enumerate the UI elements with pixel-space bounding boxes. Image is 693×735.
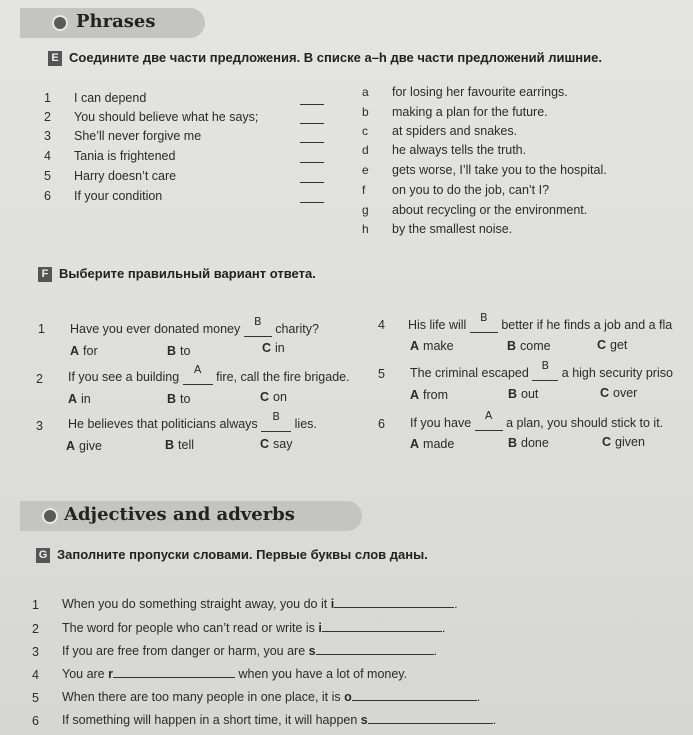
item-number: 2 bbox=[36, 372, 43, 386]
handwritten-answer: B bbox=[480, 311, 488, 324]
fill-blank[interactable] bbox=[368, 723, 493, 724]
answer-blank[interactable] bbox=[532, 359, 558, 381]
answer-blank[interactable] bbox=[300, 162, 324, 163]
question-text: If you have A a plan, you should stick to it. bbox=[410, 409, 664, 430]
answer-blank[interactable] bbox=[300, 182, 324, 183]
item-number: 4 bbox=[378, 318, 385, 332]
item-number: 1 bbox=[32, 598, 39, 612]
task-f-instruction bbox=[38, 266, 316, 282]
handwritten-answer: B bbox=[272, 410, 280, 423]
instruction-text: Соедините две части предложения. В списке a–h две части предложений лишние. bbox=[69, 50, 602, 65]
fill-blank[interactable] bbox=[334, 607, 454, 608]
option-letter: e bbox=[362, 163, 369, 177]
item-number: 2 bbox=[32, 622, 39, 636]
item-number: 3 bbox=[44, 129, 51, 143]
option-c[interactable]: C on bbox=[260, 390, 287, 404]
question-text: He believes that politicians always B lies. bbox=[68, 410, 317, 431]
option-a[interactable]: A for bbox=[70, 344, 98, 358]
item-number: 6 bbox=[44, 189, 51, 203]
option-letter: h bbox=[362, 222, 369, 236]
question-text: If you see a building A fire, call the fire brigade. bbox=[68, 363, 350, 384]
option-b[interactable]: B done bbox=[508, 436, 549, 450]
option-a[interactable]: A make bbox=[410, 339, 454, 353]
option-c[interactable]: C given bbox=[602, 435, 645, 449]
option-c[interactable]: C get bbox=[597, 338, 628, 352]
option-b[interactable]: B to bbox=[167, 392, 191, 406]
option-letter: c bbox=[362, 124, 368, 138]
fill-sentence: The word for people who can’t read or write is i . bbox=[62, 621, 446, 635]
question-text: The criminal escaped B a high security priso bbox=[410, 359, 673, 380]
option-letter: f bbox=[362, 183, 366, 197]
option-a[interactable]: A give bbox=[66, 439, 102, 453]
item-text: She’ll never forgive me bbox=[74, 129, 202, 143]
fill-blank[interactable] bbox=[352, 700, 477, 701]
answer-blank[interactable] bbox=[475, 409, 503, 431]
option-text: at spiders and snakes. bbox=[392, 124, 518, 138]
section-header-phrases bbox=[20, 8, 205, 38]
answer-blank[interactable] bbox=[300, 104, 324, 105]
option-letter: g bbox=[362, 203, 369, 217]
option-b[interactable]: B out bbox=[508, 387, 539, 401]
fill-blank[interactable] bbox=[322, 631, 442, 632]
option-letter: b bbox=[362, 105, 369, 119]
option-b[interactable]: B to bbox=[167, 344, 191, 358]
option-c[interactable]: C say bbox=[260, 437, 293, 451]
task-letter: G bbox=[36, 548, 50, 563]
answer-blank[interactable] bbox=[244, 315, 272, 337]
instruction-text: Выберите правильный вариант ответа. bbox=[59, 266, 316, 281]
fill-sentence: When you do something straight away, you do it i . bbox=[62, 597, 458, 611]
answer-blank[interactable] bbox=[300, 142, 324, 143]
section-header-adjectives bbox=[20, 501, 362, 531]
item-number: 5 bbox=[32, 691, 39, 705]
handwritten-answer: B bbox=[541, 359, 550, 372]
item-number: 4 bbox=[32, 668, 39, 682]
option-a[interactable]: A made bbox=[410, 437, 455, 451]
handwritten-answer: B bbox=[253, 315, 262, 328]
item-text: I can depend bbox=[74, 91, 147, 105]
bullet-icon bbox=[42, 508, 58, 524]
option-a[interactable]: A in bbox=[68, 392, 91, 406]
fill-sentence: If something will happen in a short time, it will happen s . bbox=[62, 713, 497, 727]
item-number: 1 bbox=[38, 322, 45, 336]
answer-blank[interactable] bbox=[470, 311, 498, 333]
option-text: on you to do the job, can’t I? bbox=[392, 183, 550, 197]
handwritten-answer: A bbox=[484, 409, 493, 422]
item-number: 2 bbox=[44, 110, 51, 124]
handwritten-answer: A bbox=[193, 363, 202, 376]
bullet-icon bbox=[52, 15, 68, 31]
fill-sentence: If you are free from danger or harm, you are s . bbox=[62, 644, 438, 658]
option-b[interactable]: B tell bbox=[165, 438, 195, 452]
item-text: You should believe what he says; bbox=[74, 110, 259, 124]
option-b[interactable]: B come bbox=[507, 339, 551, 353]
option-c[interactable]: C in bbox=[262, 341, 285, 355]
task-letter: E bbox=[48, 51, 62, 66]
item-number: 4 bbox=[44, 149, 51, 163]
answer-blank[interactable] bbox=[300, 202, 324, 203]
option-text: about recycling or the environment. bbox=[392, 203, 588, 217]
item-number: 5 bbox=[44, 169, 51, 183]
option-text: gets worse, I’ll take you to the hospital. bbox=[392, 163, 607, 177]
task-letter: F bbox=[38, 267, 52, 282]
item-number: 6 bbox=[378, 417, 385, 431]
item-text: If your condition bbox=[74, 189, 163, 203]
option-letter: a bbox=[362, 85, 369, 99]
fill-blank[interactable] bbox=[316, 654, 434, 655]
item-text: Harry doesn’t care bbox=[74, 169, 177, 183]
task-e-instruction bbox=[48, 50, 602, 66]
option-a[interactable]: A from bbox=[410, 388, 449, 402]
option-c[interactable]: C over bbox=[600, 386, 638, 400]
question-text: His life will B better if he finds a job and a fla bbox=[408, 311, 673, 332]
answer-blank[interactable] bbox=[300, 123, 324, 124]
task-g-instruction bbox=[36, 547, 428, 563]
answer-blank[interactable] bbox=[183, 363, 213, 385]
item-number: 3 bbox=[32, 645, 39, 659]
item-number: 1 bbox=[44, 91, 51, 105]
option-text: by the smallest noise. bbox=[392, 222, 513, 236]
item-number: 3 bbox=[36, 419, 43, 433]
section-title: Phrases bbox=[76, 11, 156, 32]
option-text: for losing her favourite earrings. bbox=[392, 85, 568, 99]
fill-blank[interactable] bbox=[113, 677, 235, 678]
fill-sentence: When there are too many people in one place, it is o . bbox=[62, 690, 481, 704]
answer-blank[interactable] bbox=[261, 410, 291, 432]
option-text: making a plan for the future. bbox=[392, 105, 548, 119]
item-number: 5 bbox=[378, 367, 385, 381]
item-text: Tania is frightened bbox=[74, 149, 176, 163]
question-text: Have you ever donated money B charity? bbox=[70, 315, 319, 336]
instruction-text: Заполните пропуски словами. Первые буквы слов даны. bbox=[57, 547, 428, 562]
item-number: 6 bbox=[32, 714, 39, 728]
fill-sentence: You are r when you have a lot of money. bbox=[62, 667, 408, 681]
option-text: he always tells the truth. bbox=[392, 143, 527, 157]
section-title: Adjectives and adverbs bbox=[64, 504, 295, 525]
option-letter: d bbox=[362, 143, 369, 157]
